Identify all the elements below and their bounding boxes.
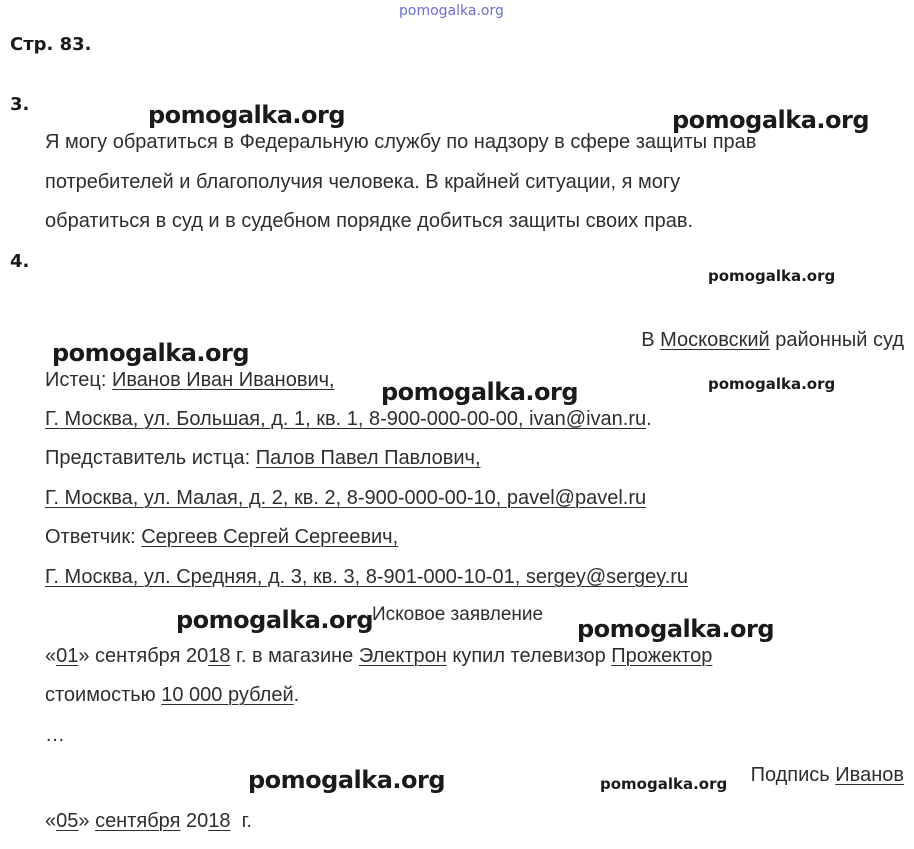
date-century: 20 — [180, 810, 209, 832]
price-prefix: стоимостью — [45, 684, 162, 706]
plaintiff-label: Истец: — [45, 369, 113, 391]
purchase-day: 01 — [56, 645, 79, 667]
watermark: pomogalka.org — [600, 775, 728, 793]
ellipsis: … — [45, 724, 65, 746]
defendant-name: Сергеев Сергей Сергеевич, — [141, 526, 399, 548]
quote-open: « — [45, 810, 57, 832]
price-suffix: . — [293, 684, 300, 706]
court-prefix: В — [641, 329, 661, 351]
watermark: pomogalka.org — [148, 101, 346, 129]
date-suffix: г. — [230, 810, 252, 832]
claim-line — [45, 645, 712, 668]
claim-price-line — [45, 684, 299, 707]
plaintiff-line — [45, 369, 335, 392]
date-line — [45, 810, 252, 833]
watermark: pomogalka.org — [381, 378, 579, 406]
watermark: pomogalka.org — [176, 606, 374, 634]
signature-name: Иванов — [835, 764, 904, 786]
watermark: pomogalka.org — [708, 267, 836, 285]
representative-line — [45, 447, 481, 470]
task-number: 3. — [10, 94, 30, 115]
page-heading: Стр. 83. — [10, 34, 92, 55]
answer-line: Я могу обратиться в Федеральную службу по надзору в сфере защиты прав — [45, 131, 757, 153]
plaintiff-address: Г. Москва, ул. Большая, д. 1, кв. 1, 8-900-000-00-00, ivan@ivan.ru — [45, 408, 647, 430]
watermark: pomogalka.org — [248, 766, 446, 794]
watermark: pomogalka.org — [672, 106, 870, 134]
quote-open: « — [45, 645, 57, 667]
defendant-address-line — [45, 566, 688, 589]
claim-title: Исковое заявление — [372, 604, 544, 625]
watermark: pomogalka.org — [52, 339, 250, 367]
defendant-address: Г. Москва, ул. Средняя, д. 3, кв. 3, 8-901-000-10-01, sergey@sergey.ru — [45, 566, 689, 588]
defendant-label: Ответчик: — [45, 526, 142, 548]
answer-line: обратиться в суд и в судебном порядке добиться защиты своих прав. — [45, 210, 694, 232]
store-name: Электрон — [358, 645, 447, 667]
date-day: 05 — [56, 810, 79, 832]
price-value: 10 000 рублей — [161, 684, 294, 706]
representative-address: Г. Москва, ул. Малая, д. 2, кв. 2, 8-900-000-00-10, pavel@pavel.ru — [45, 487, 647, 509]
purchase-month: » сентября 20 — [78, 645, 209, 667]
quote-close: » — [78, 810, 96, 832]
answer-line: потребителей и благополучия человека. В крайней ситуации, я могу — [45, 171, 681, 193]
defendant-line — [45, 526, 398, 549]
court-line — [641, 329, 904, 352]
date-year: 18 — [208, 810, 231, 832]
watermark-top: pomogalka.org — [399, 3, 504, 19]
watermark: pomogalka.org — [708, 375, 836, 393]
representative-name: Палов Павел Павлович, — [255, 447, 481, 469]
plaintiff-name: Иванов Иван Иванович, — [112, 369, 335, 391]
date-month: сентября — [95, 810, 181, 832]
representative-address-line — [45, 487, 646, 510]
plaintiff-address-line — [45, 408, 652, 431]
purchase-year: 18 — [208, 645, 231, 667]
product-name: Прожектор — [611, 645, 713, 667]
court-suffix: районный суд — [769, 329, 904, 351]
task-number: 4. — [10, 251, 30, 272]
plaintiff-address-end: . — [646, 408, 652, 430]
court-name: Московский — [660, 329, 770, 351]
signature-label: Подпись — [750, 764, 836, 786]
signature-line — [751, 764, 904, 787]
claim-text: купил телевизор — [446, 645, 612, 667]
representative-label: Представитель истца: — [45, 447, 256, 469]
claim-text: г. в магазине — [230, 645, 359, 667]
watermark: pomogalka.org — [577, 615, 775, 643]
